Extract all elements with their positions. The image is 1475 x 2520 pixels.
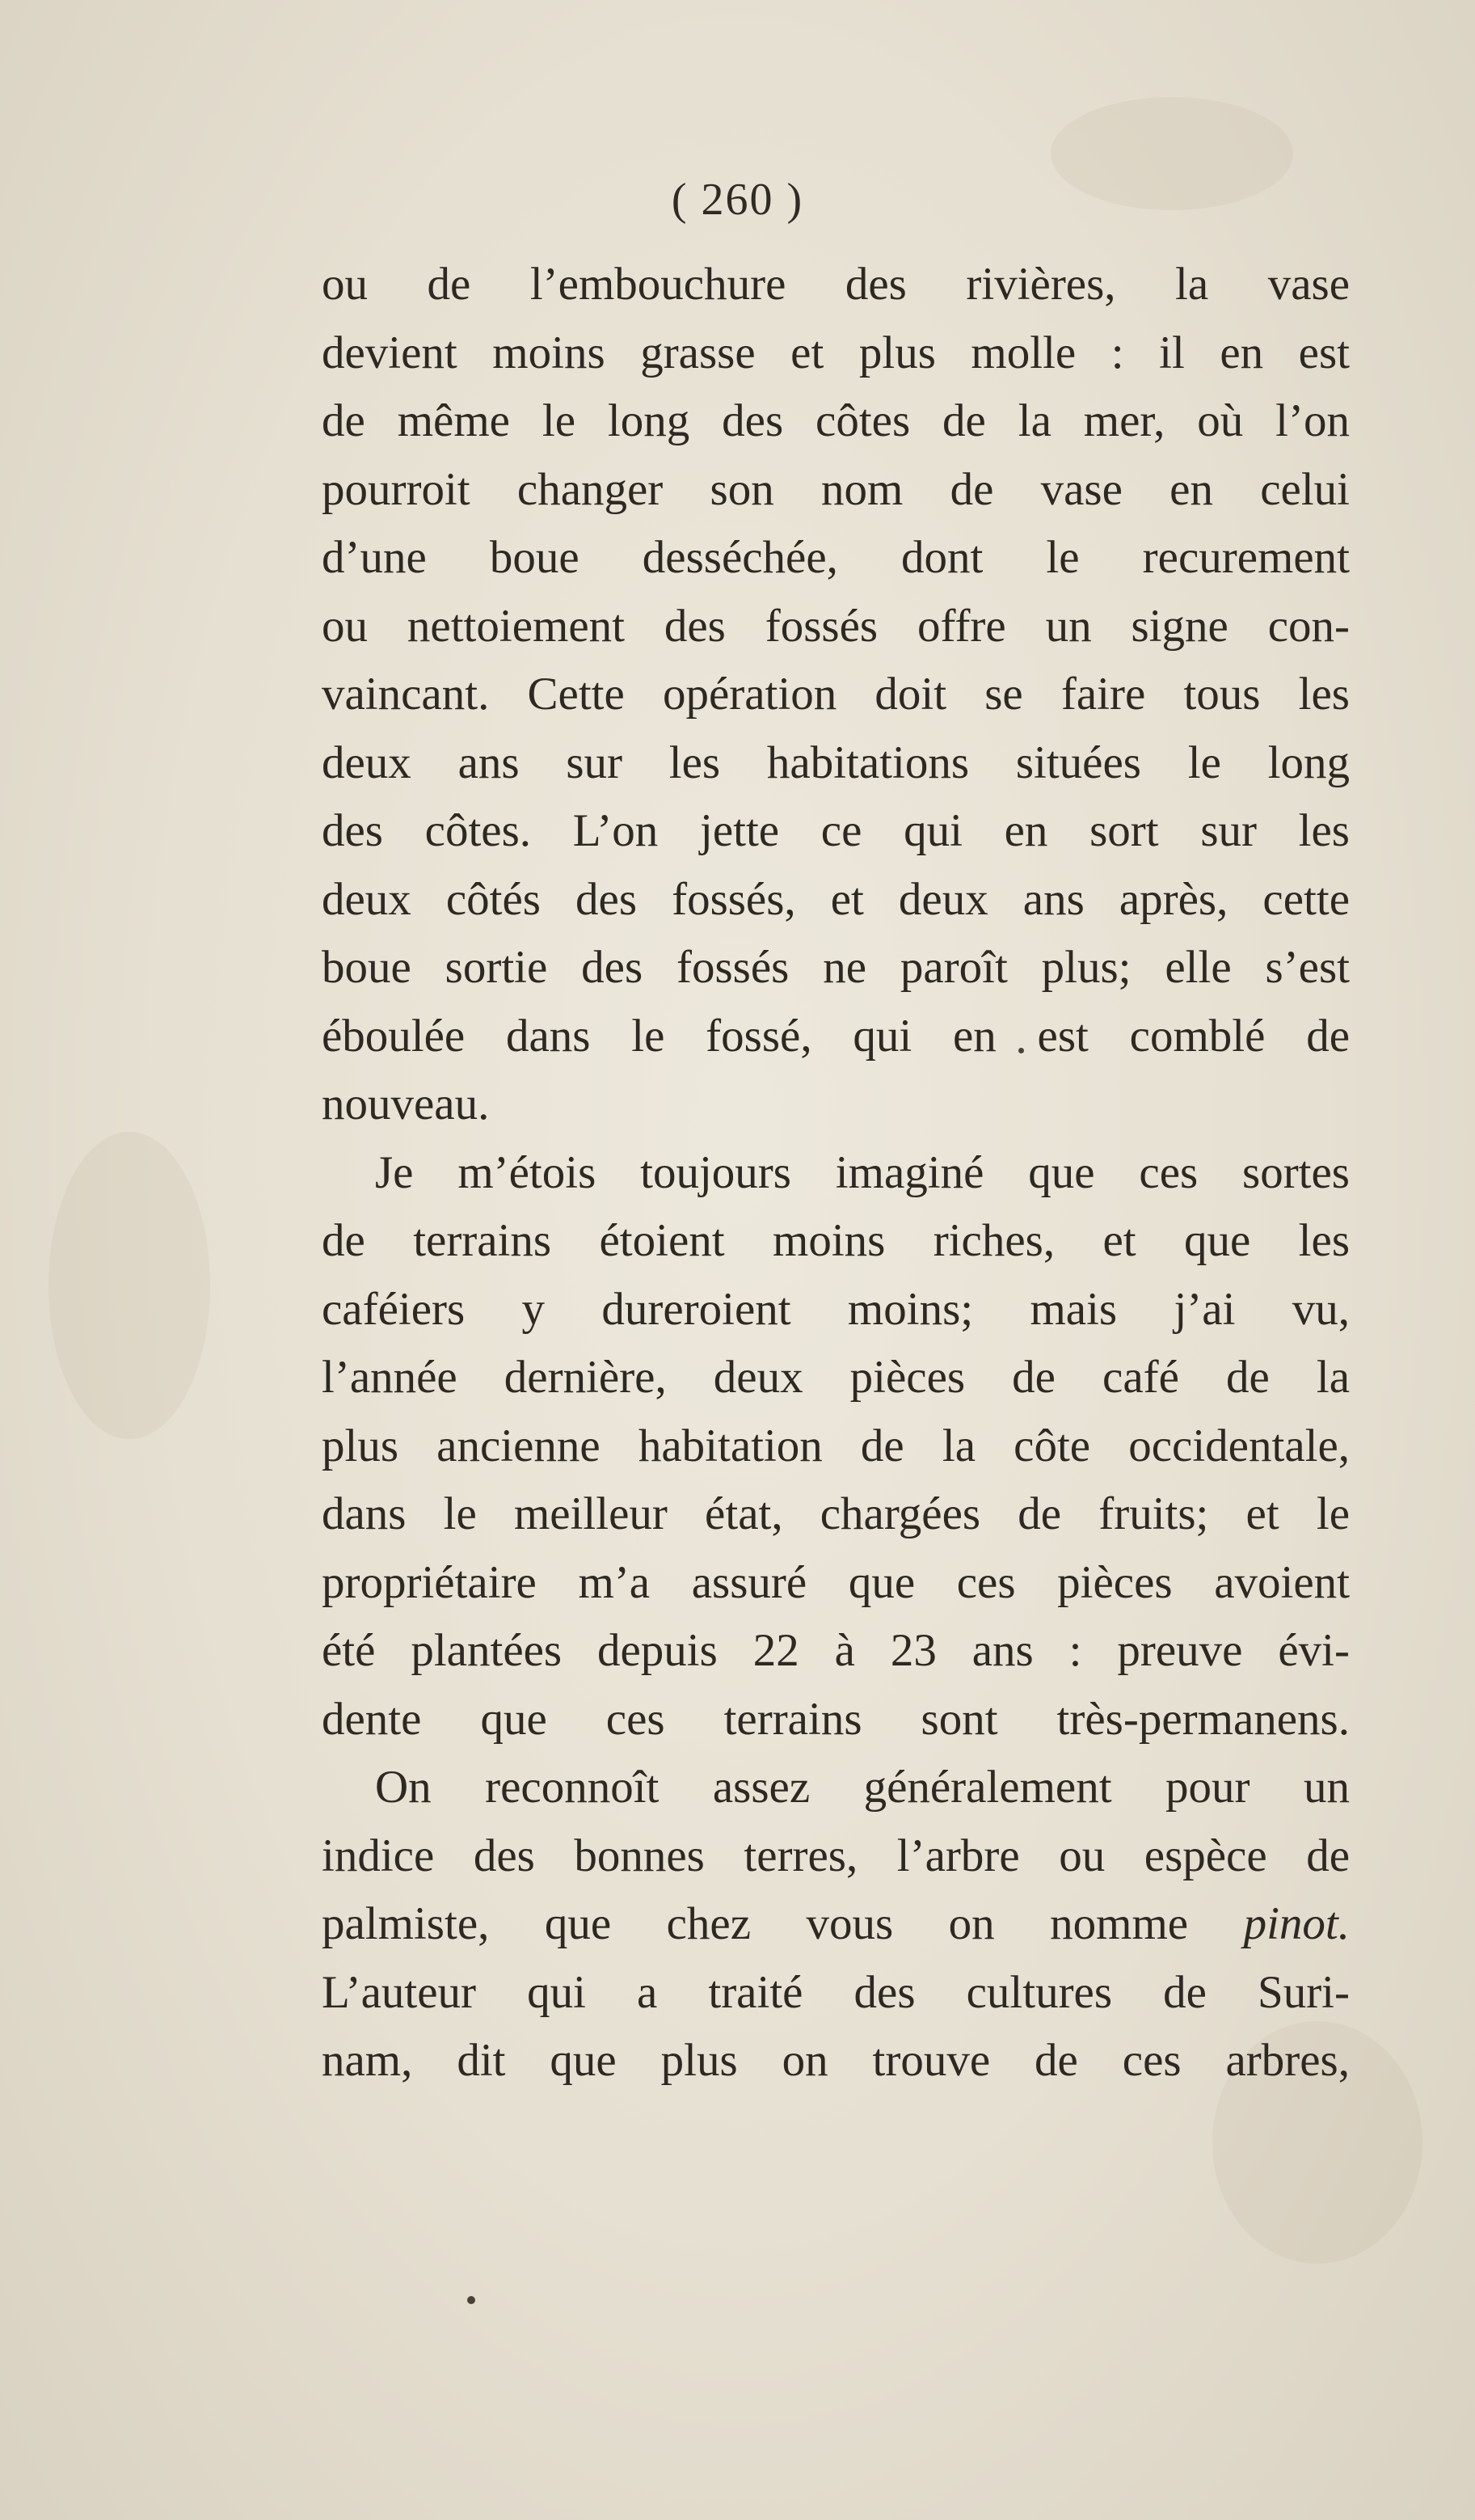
- text-line: dans le meilleur état, chargées de fruits; et le: [322, 1488, 1350, 1539]
- text-line: été plantées depuis 22 à 23 ans : preuve évi-: [322, 1625, 1350, 1676]
- text-line: de terrains étoient moins riches, et que les: [322, 1215, 1350, 1266]
- paragraph-2: [322, 1139, 1350, 1754]
- text-line: ou nettoiement des fossés offre un signe con-: [322, 600, 1350, 652]
- text-line: nam, dit que plus on trouve de ces arbres,: [322, 2035, 1350, 2086]
- text-line: éboulée dans le fossé, qui en est comblé de: [322, 1010, 1350, 1062]
- italic-term: pinot.: [1243, 1898, 1350, 1949]
- text-line: indice des bonnes terres, l’arbre ou espèce de: [322, 1830, 1350, 1881]
- text-line: On reconnoît assez généralement pour un: [375, 1762, 1350, 1813]
- text-line: caféiers y dureroient moins; mais j’ai vu,: [322, 1283, 1350, 1335]
- text-line: ou de l’embouchure des rivières, la vase: [322, 259, 1350, 310]
- ink-speck: [467, 2296, 475, 2304]
- text-line: d’une boue desséchée, dont le recurement: [322, 532, 1350, 583]
- text-line: des côtes. L’on jette ce qui en sort sur les: [322, 805, 1350, 856]
- text-line: devient moins grasse et plus molle : il en est: [322, 327, 1350, 378]
- text-line: boue sortie des fossés ne paroît plus; elle s’est: [322, 942, 1350, 993]
- text-line: dente que ces terrains sont très-permanens.: [322, 1693, 1350, 1745]
- text-line: propriétaire m’a assuré que ces pièces avoient: [322, 1556, 1350, 1608]
- paper-stain: [48, 1132, 210, 1439]
- page-number: ( 260 ): [671, 175, 804, 225]
- text-line: deux côtés des fossés, et deux ans après, cette: [322, 873, 1350, 925]
- body-text: [322, 251, 1350, 2096]
- paragraph-1: [322, 251, 1350, 1139]
- text-line: deux ans sur les habitations situées le long: [322, 737, 1350, 788]
- paragraph-3: [322, 1754, 1350, 2096]
- text-line: vaincant. Cette opération doit se faire tous les: [322, 669, 1350, 720]
- text-line: [322, 1890, 1350, 1959]
- text-line: pourroit changer son nom de vase en celui: [322, 463, 1350, 515]
- text-line: de même le long des côtes de la mer, où l’on: [322, 395, 1350, 446]
- text-line: Je m’étois toujours imaginé que ces sortes: [375, 1146, 1350, 1198]
- text-line: l’année dernière, deux pièces de café de la: [322, 1352, 1350, 1403]
- text-line-segment: palmiste, que chez vous on nomme: [322, 1898, 1244, 1949]
- text-line: nouveau.: [322, 1078, 490, 1129]
- text-line: L’auteur qui a traité des cultures de Suri-: [322, 1966, 1350, 2018]
- text-line: plus ancienne habitation de la côte occidentale,: [322, 1420, 1350, 1471]
